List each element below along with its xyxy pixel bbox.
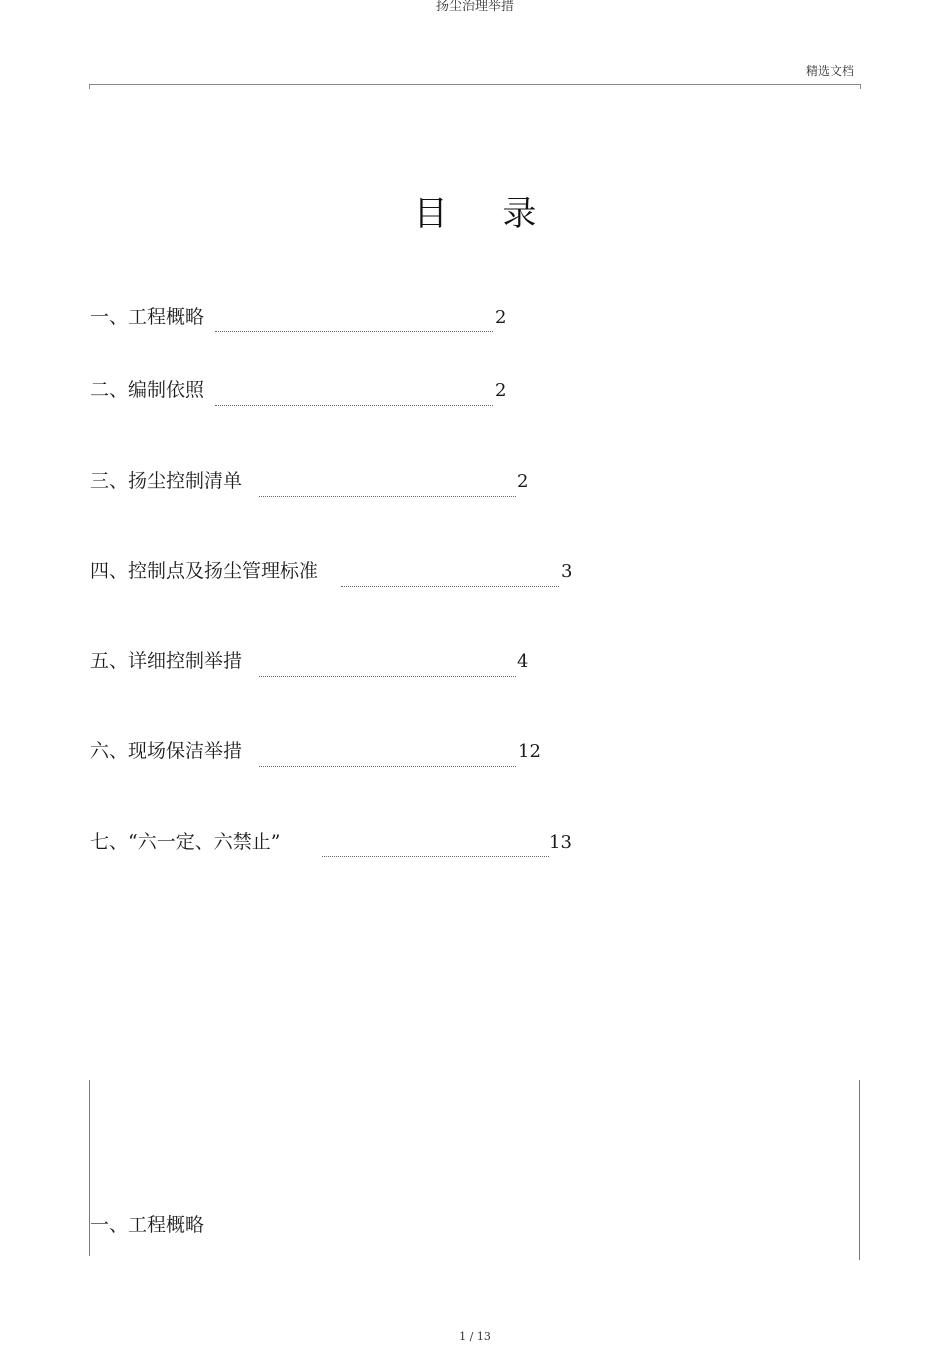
header-label: 精选文档 bbox=[805, 64, 854, 78]
toc-leader-dots bbox=[322, 856, 549, 857]
toc-entry-label: 三、扬尘控制清单 bbox=[90, 470, 243, 492]
toc-leader-dots bbox=[259, 676, 516, 677]
toc-leader-dots bbox=[259, 496, 516, 497]
toc-entry-label: 七、“六一定、六禁止” bbox=[90, 831, 281, 853]
toc-page-number: 12 bbox=[518, 741, 541, 762]
page-number-footer: 1 / 13 bbox=[459, 1330, 491, 1343]
toc-leader-dots bbox=[215, 331, 493, 332]
toc-entry-label: 四、控制点及扬尘管理标准 bbox=[90, 560, 319, 582]
toc-entry-label: 一、工程概略 bbox=[90, 306, 205, 328]
toc-page-number: 2 bbox=[495, 380, 507, 401]
toc-entry-label: 二、编制依照 bbox=[90, 379, 205, 401]
toc-leader-dots bbox=[259, 766, 516, 767]
toc-page-number: 3 bbox=[561, 561, 573, 582]
toc-title: 目 录 bbox=[413, 194, 559, 234]
header-divider-tick-left bbox=[89, 84, 90, 89]
toc-page-number: 4 bbox=[517, 651, 529, 672]
toc-entry-label: 六、现场保洁举措 bbox=[90, 740, 243, 762]
header-divider-tick-right bbox=[860, 84, 861, 89]
document-top-title: 扬尘治理举措 bbox=[435, 0, 514, 14]
toc-leader-dots bbox=[215, 405, 493, 406]
header-divider bbox=[89, 84, 861, 85]
page-frame-right bbox=[859, 1080, 860, 1260]
toc-page-number: 13 bbox=[549, 832, 572, 853]
toc-entry-label: 五、详细控制举措 bbox=[90, 650, 243, 672]
toc-leader-dots bbox=[341, 586, 559, 587]
toc-page-number: 2 bbox=[495, 307, 507, 328]
section-heading: 一、工程概略 bbox=[90, 1214, 205, 1236]
toc-page-number: 2 bbox=[517, 471, 529, 492]
